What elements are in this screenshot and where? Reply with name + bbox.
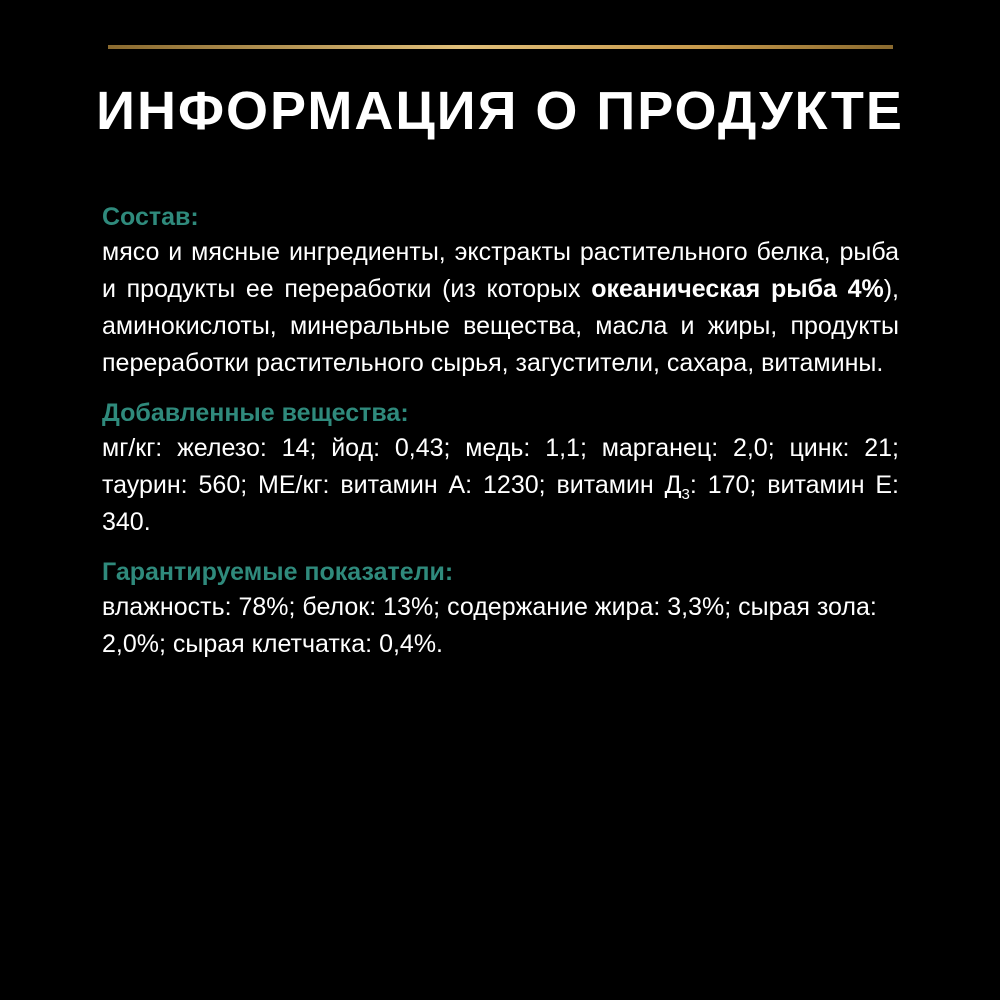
additives-section	[102, 396, 899, 541]
additives-heading: Добавленные вещества:	[102, 399, 409, 427]
composition-text	[102, 234, 899, 382]
composition-section	[102, 200, 899, 382]
composition-text-start: мясо и мясные ингредиенты, экстракты растительного белка, рыба и продукты ее переработки (из которых	[102, 238, 899, 303]
guaranteed-heading: Гарантируемые показатели:	[102, 558, 454, 586]
gold-divider	[108, 45, 893, 49]
composition-heading: Состав:	[102, 203, 199, 231]
product-info-content	[102, 200, 899, 677]
additives-text-start: мг/кг: железо: 14; йод: 0,43; медь: 1,1; марганец: 2,0; цинк: 21; таурин: 560; МЕ/кг: витамин А: 1230; витамин Д	[102, 434, 899, 499]
composition-highlight: океаническая рыба 4%	[591, 275, 884, 303]
vitamin-d-subscript: 3	[681, 486, 690, 503]
page-title: ИНФОРМАЦИЯ О ПРОДУКТЕ	[96, 81, 904, 141]
additives-text-end: : 170; витамин Е: 340.	[102, 471, 899, 536]
guaranteed-section	[102, 555, 899, 663]
guaranteed-text: влажность: 78%; белок: 13%; содержание жира: 3,3%; сырая зола: 2,0%; сырая клетчатка: 0,4%.	[102, 593, 877, 658]
additives-text	[102, 430, 899, 541]
composition-text-end: ), аминокислоты, минеральные вещества, масла и жиры, продукты переработки растительного сырья, загустители, сахара, витамины.	[102, 275, 900, 377]
